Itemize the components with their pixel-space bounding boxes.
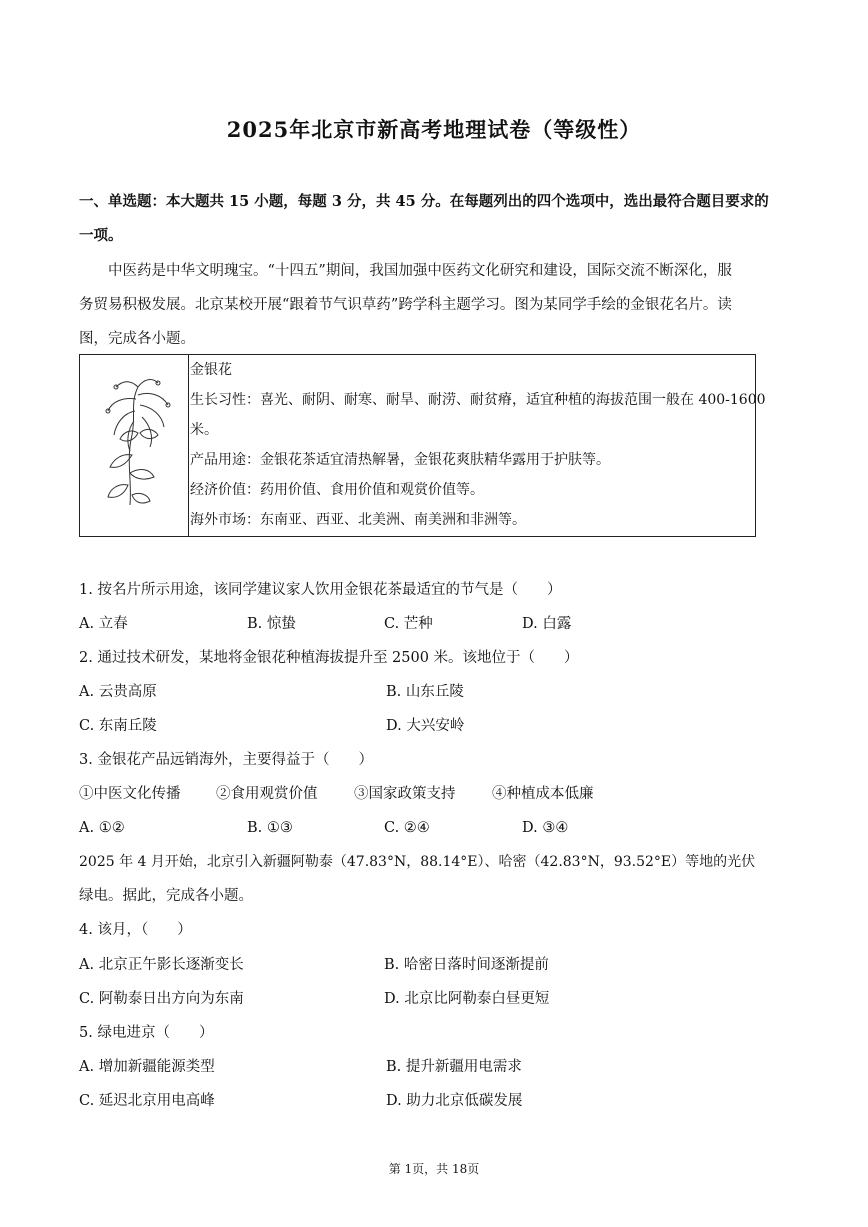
question-5-option-a: A. 增加新疆能源类型 [79,1059,215,1075]
question-2-stem: 2. 通过技术研发，某地将金银花种植海拔提升至 2500 米。该地位于（ ） [79,650,579,666]
question-1-option-a: A. 立春 [79,616,128,632]
question-3-choice-1: ①中医文化传播 [79,786,181,802]
question-4-option-b: B. 哈密日落时间逐渐提前 [384,957,549,973]
question-1-option-d: D. 白露 [522,616,572,632]
section-heading-cont: 一项。 [79,227,123,244]
question-3-choice-4: ④种植成本低廉 [492,786,594,802]
question-1-option-c: C. 芒种 [384,616,433,632]
question-3-option-d: D. ③④ [522,820,569,836]
question-5-option-c: C. 延迟北京用电高峰 [79,1093,215,1109]
question-4-stem: 4. 该月，（ ） [79,922,192,938]
intro-paragraph-2-line2: 绿电。据此，完成各小题。 [79,888,253,904]
question-3-choice-2: ②食用观赏价值 [216,786,318,802]
question-2-option-c: C. 东南丘陵 [79,718,157,734]
intro-paragraph-2: 2025 年 4 月开始，北京引入新疆阿勒泰（47.83°N，88.14°E）、哈密（42.83°N，93.52°E）等地的光伏 [79,854,756,870]
card-overseas-market: 海外市场：东南亚、西亚、北美洲、南美洲和非洲等。 [190,512,526,528]
page-title: 2025年北京市新高考地理试卷（等级性） [226,117,642,142]
question-3-option-c: C. ②④ [384,820,430,836]
card-growth-habit-cont: 米。 [190,422,218,438]
question-5-option-b: B. 提升新疆用电需求 [386,1059,522,1075]
card-product-use: 产品用途：金银花茶适宜清热解暑，金银花爽肤精华露用于护肤等。 [190,452,610,468]
question-2-option-d: D. 大兴安岭 [386,718,465,734]
question-1-option-b: B. 惊蛰 [247,616,296,632]
section-heading: 一、单选题：本大题共 15 小题，每题 3 分，共 45 分。在每题列出的四个选项中，选出最符合题目要求的 [79,193,769,210]
question-5-stem: 5. 绿电进京（ ） [79,1025,214,1041]
intro-paragraph-1: 中医药是中华文明瑰宝。“十四五”期间，我国加强中医药文化研究和建设，国际交流不断深化，服 [108,263,732,279]
intro-paragraph-1-line3: 图，完成各小题。 [79,331,195,347]
question-3-stem: 3. 金银花产品远销海外，主要得益于（ ） [79,752,373,768]
question-1-stem: 1. 按名片所示用途，该同学建议家人饮用金银花茶最适宜的节气是（ ） [79,582,562,598]
question-2-option-b: B. 山东丘陵 [386,684,464,700]
honeysuckle-drawing-icon [80,355,189,536]
question-4-option-a: A. 北京正午影长逐渐变长 [79,957,244,973]
card-plant-name: 金银花 [190,362,232,378]
question-3-choice-3: ③国家政策支持 [354,786,456,802]
question-3-option-a: A. ①② [79,820,125,836]
question-4-option-d: D. 北京比阿勒泰白昼更短 [384,991,550,1007]
card-growth-habit: 生长习性：喜光、耐阴、耐寒、耐旱、耐涝、耐贫瘠，适宜种植的海拔范围一般在 400-1600 [190,392,766,408]
intro-paragraph-1-line2: 务贸易积极发展。北京某校开展“跟着节气识草药”跨学科主题学习。图为某同学手绘的金银花名片。读 [79,297,732,313]
question-3-option-b: B. ①③ [247,820,293,836]
card-economic-value: 经济价值：药用价值、食用价值和观赏价值等。 [190,482,484,498]
question-5-option-d: D. 助力北京低碳发展 [386,1093,523,1109]
question-2-option-a: A. 云贵高原 [79,684,157,700]
page-footer: 第 1页，共 18页 [388,1162,480,1176]
honeysuckle-card [79,354,766,537]
question-4-option-c: C. 阿勒泰日出方向为东南 [79,991,244,1007]
